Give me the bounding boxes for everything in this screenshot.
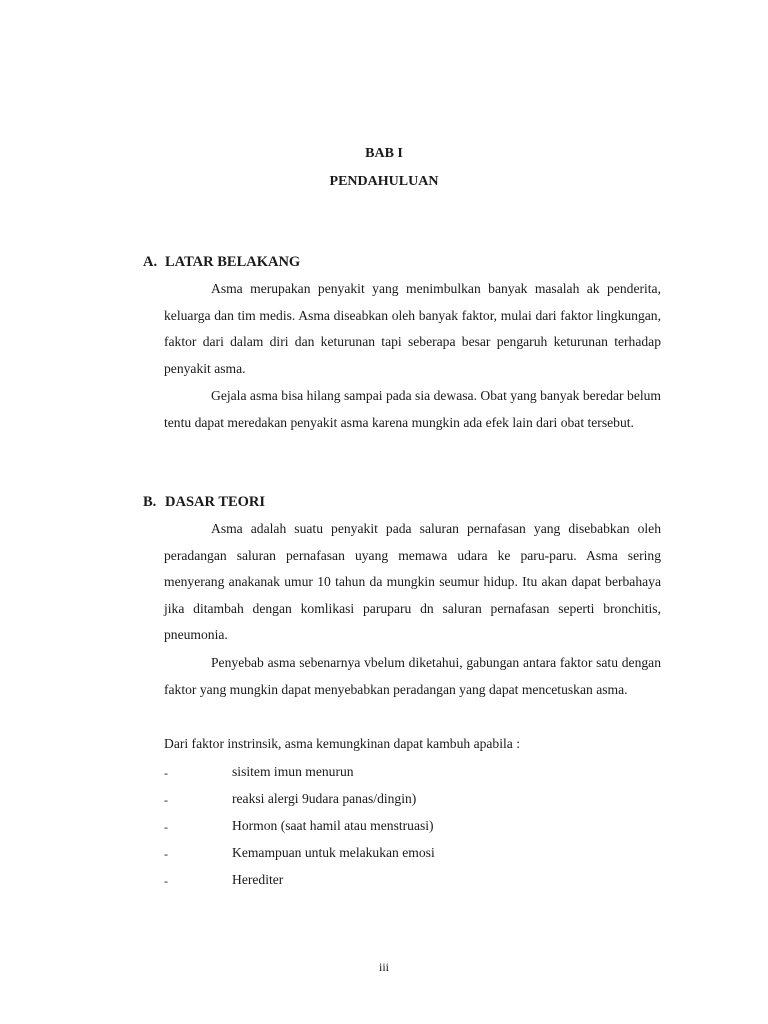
bullet-mark: - <box>164 874 168 888</box>
section-a-heading <box>143 254 300 271</box>
list-item-text: reaksi alergi 9udara panas/dingin) <box>232 791 417 806</box>
section-b-heading <box>143 494 265 511</box>
section-b-title: DASAR TEORI <box>165 494 266 510</box>
page-number: iii <box>378 960 389 974</box>
bullet-mark: - <box>164 820 168 834</box>
list-item-text: Kemampuan untuk melakukan emosi <box>232 845 435 860</box>
paragraph: Gejala asma bisa hilang sampai pada sia dewasa. Obat yang banyak beredar belum tentu dapat meredakan penyakit asma karena mungkin ada efek lain dari obat tersebut. <box>164 388 661 430</box>
section-b-letter: B. <box>143 494 157 510</box>
list-item-text: sisitem imun menurun <box>232 764 354 779</box>
bullet-mark: - <box>164 766 168 780</box>
section-a-title: LATAR BELAKANG <box>165 254 301 270</box>
list-item-text: Herediter <box>232 872 284 887</box>
paragraph: Penyebab asma sebenarnya vbelum diketahui, gabungan antara faktor satu dengan faktor yang mungkin dapat menyebabkan peradangan yang dapat mencetuskan asma. <box>164 655 661 697</box>
chapter-title: PENDAHULUAN <box>329 174 439 189</box>
list-intro: Dari faktor instrinsik, asma kemungkinan dapat kambuh apabila : <box>164 736 520 751</box>
paragraph: Asma merupakan penyakit yang menimbulkan banyak masalah ak penderita, keluarga dan tim medis. Asma diseabkan oleh banyak faktor, mulai dari faktor lingkungan, faktor dari dalam diri dan keturunan tapi seberapa besar pengaruh keturunan terhadap penyakit asma. <box>164 281 661 376</box>
bullet-mark: - <box>164 847 168 861</box>
chapter-label: BAB I <box>365 146 403 161</box>
list-item-text: Hormon (saat hamil atau menstruasi) <box>232 818 434 833</box>
paragraph: Asma adalah suatu penyakit pada saluran pernafasan yang disebabkan oleh peradangan saluran pernafasan uyang memawa udara ke paru-paru. Asma sering menyerang anakanak umur 10 tahun da mungkin seumur hidup. Itu akan dapat berbahaya jika ditambah dengan komlikasi paruparu dn saluran pernafasan seperti bronchitis, pneumonia. <box>164 521 661 643</box>
section-a-letter: A. <box>143 254 158 270</box>
bullet-mark: - <box>164 793 168 807</box>
